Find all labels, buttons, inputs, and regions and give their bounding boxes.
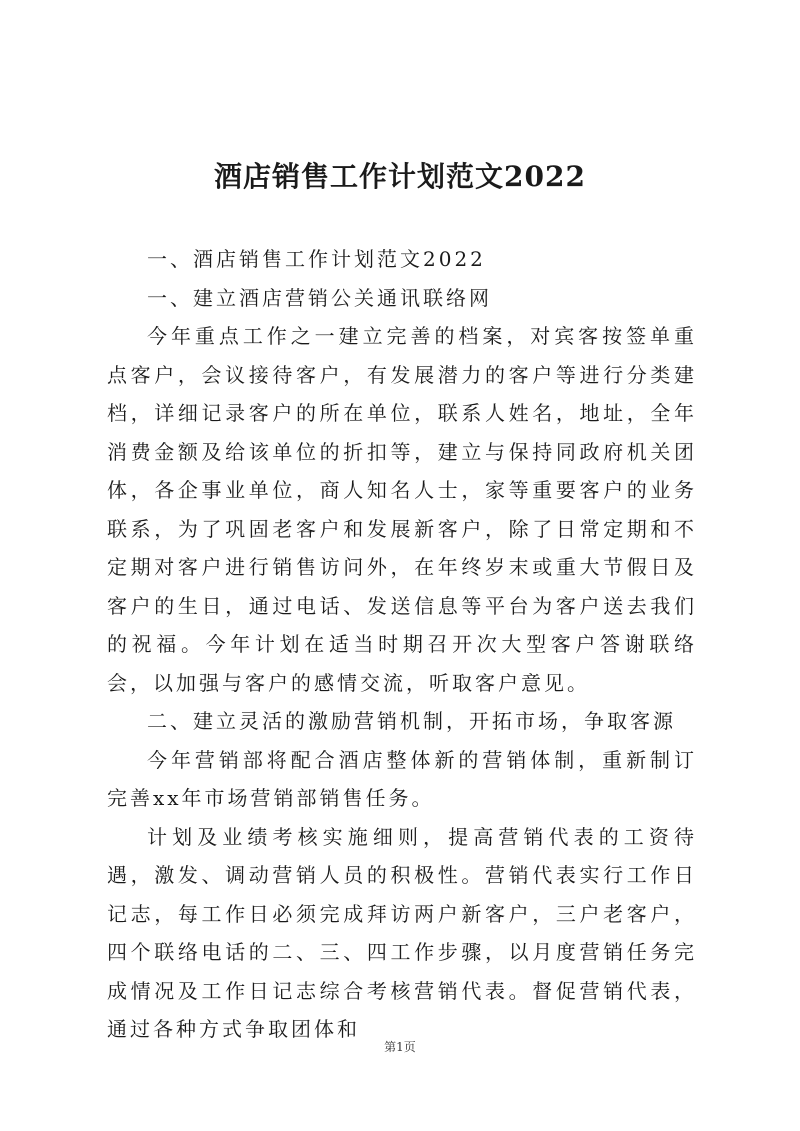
paragraph-performance-plan: 计划及业绩考核实施细则，提高营销代表的工资待遇，激发、调动营销人员的积极性。营销代表实行工作日记志，每工作日必须完成拜访两户新客户，三户老客户，四个联络电话的二、三、四工作步骤，以月度营销任务完成情况及工作日记志综合考核营销代表。督促营销代表，通过各种方式争取团体和 — [107, 824, 697, 1041]
document-title: 酒店销售工作计划范文2022 — [214, 160, 586, 193]
page-number: 第1页 — [384, 1040, 416, 1054]
paragraph-customer-archive: 今年重点工作之一建立完善的档案，对宾客按签单重点客户，会议接待客户，有发展潜力的客户等进行分类建档，详细记录客户的所在单位，联系人姓名，地址，全年消费金额及给该单位的折扣等，建立与保持同政府机关团体，各企事业单位，商人知名人士，家等重要客户的业务联系，为了巩固老客户和发展新客户，除了日常定期和不定期对客户进行销售访问外，在年终岁末或重大节假日及客户的生日，通过电话、发送信息等平台为客户送去我们的祝福。今年计划在适当时期召开次大型客户答谢联络会，以加强与客户的感情交流，听取客户意见。 — [107, 324, 697, 695]
paragraph-sales-system: 今年营销部将配合酒店整体新的营销体制，重新制订完善xx年市场营销部销售任务。 — [107, 747, 697, 810]
document-body — [107, 240, 697, 1049]
section-heading-main: 一、酒店销售工作计划范文2022 — [147, 247, 486, 271]
section-heading-2: 二、建立灵活的激励营销机制，开拓市场，争取客源 — [147, 709, 676, 733]
section-heading-1: 一、建立酒店营销公关通讯联络网 — [147, 285, 492, 310]
